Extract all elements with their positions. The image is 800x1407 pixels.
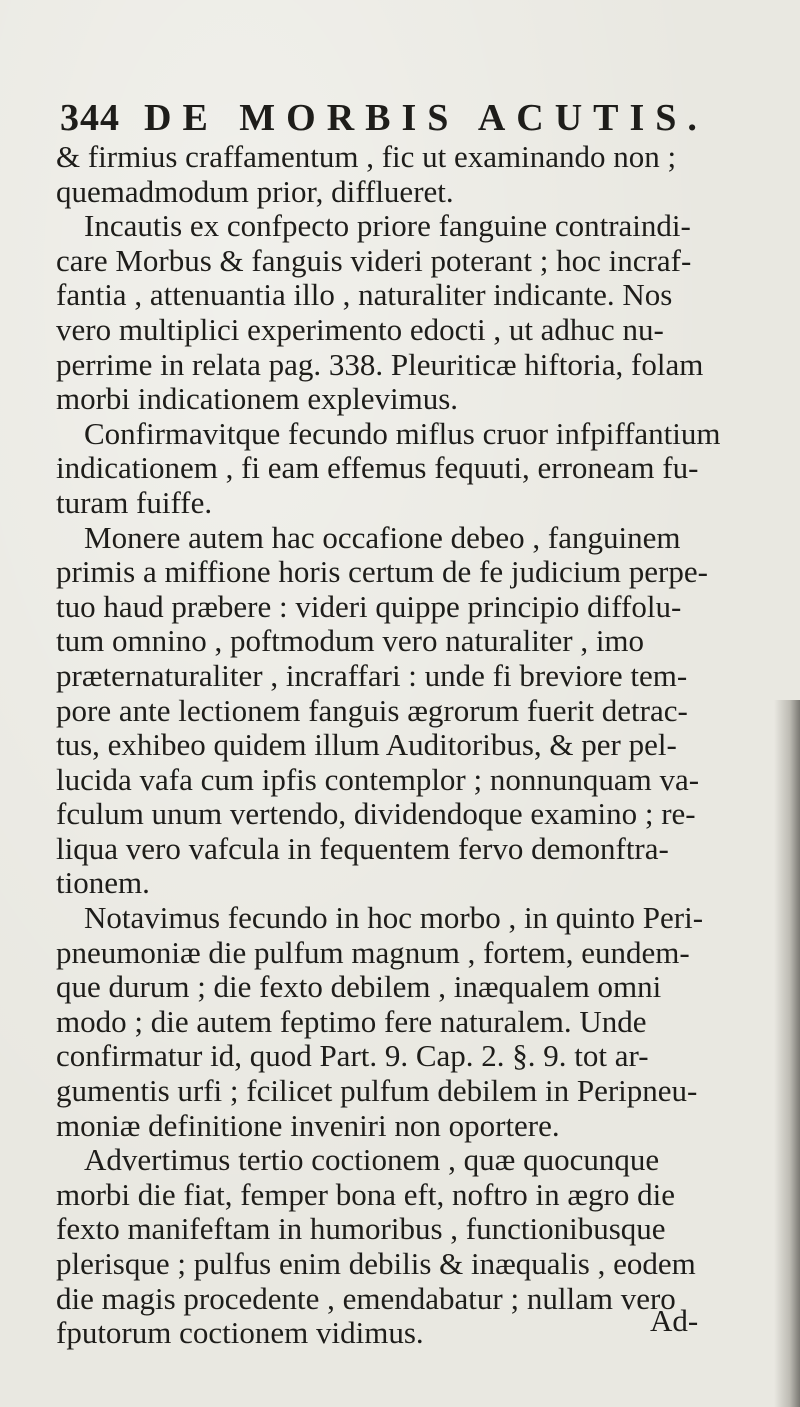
text-line: tuo haud præbere : videri quippe principio diffolu-	[56, 588, 682, 624]
text-line: Monere autem hac occafione debeo , fanguinem	[84, 519, 681, 555]
text-line: modo ; die autem feptimo fere naturalem. Unde	[56, 1003, 647, 1039]
text-line: turam fuiffe.	[56, 484, 213, 520]
text-line: confirmatur id, quod Part. 9. Cap. 2. §. 9. tot ar-	[56, 1038, 649, 1074]
text-line: die magis procedente , emendabatur ; nullam vero	[56, 1280, 676, 1316]
text-line: & firmius craffamentum , fic ut examinando non ;	[56, 139, 677, 174]
page-header	[60, 94, 760, 142]
text-line: plerisque ; pulfus enim debilis & inæqualis , eodem	[56, 1246, 696, 1281]
text-line: fputorum coctionem vidimus.	[56, 1315, 424, 1351]
text-line: Incautis ex confpecto priore fanguine contraindi-	[84, 208, 691, 244]
text-line: liqua vero vafcula in fequentem fervo demonftra-	[56, 830, 669, 866]
text-line: quemadmodum prior, difflueret.	[56, 173, 454, 209]
text-line: fantia , attenuantia illo , naturaliter indicante. Nos	[56, 277, 673, 313]
text-line: tionem.	[56, 865, 150, 901]
body-text	[56, 140, 768, 1351]
text-line: vero multiplici experimento edocti , ut adhuc nu-	[56, 311, 664, 347]
text-line: Confirmavitque fecundo miflus cruor infpiffantium	[84, 415, 721, 451]
text-line: indicationem , fi eam effemus fequuti, erroneam fu-	[56, 450, 699, 486]
text-line: præternaturaliter , incraffari : unde fi breviore tem-	[56, 657, 688, 693]
text-line: fculum unum vertendo, dividendoque examino ; re-	[56, 796, 696, 832]
text-line: perrime in relata pag. 338. Pleuriticæ hiftoria, folam	[56, 346, 704, 382]
text-line: lucida vafa cum ipfis contemplor ; nonnunquam va-	[56, 761, 700, 797]
text-line: Advertimus tertio coctionem , quæ quocunque	[84, 1142, 660, 1178]
text-line: pore ante lectionem fanguis ægrorum fuerit detrac-	[56, 692, 688, 728]
text-line: morbi die fiat, femper bona eft, noftro in ægro die	[56, 1176, 675, 1212]
text-line: gumentis urfi ; fcilicet pulfum debilem in Peripneu-	[56, 1073, 698, 1109]
catchword: Ad-	[650, 1303, 699, 1338]
text-line: Notavimus fecundo in hoc morbo , in quinto Peri-	[84, 900, 704, 936]
text-line: morbi indicationem explevimus.	[56, 381, 459, 417]
text-line: que durum ; die fexto debilem , inæqualem omni	[56, 969, 662, 1005]
running-title: DE MORBIS ACUTIS.	[144, 97, 708, 139]
text-line: primis a miffione horis certum de fe judicium perpe-	[56, 554, 708, 590]
text-line: moniæ definitione inveniri non oportere.	[56, 1107, 560, 1143]
text-line: fexto manifeftam in humoribus , functionibusque	[56, 1211, 666, 1247]
text-line: tum omnino , poftmodum vero naturaliter , imo	[56, 623, 645, 659]
text-line: pneumoniæ die pulfum magnum , fortem, eundem-	[56, 934, 690, 970]
text-line: tus, exhibeo quidem illum Auditoribus, & per pel-	[56, 727, 677, 763]
text-line: care Morbus & fanguis videri poterant ; hoc incraf-	[56, 242, 692, 278]
page-number: 344	[60, 97, 120, 139]
page-edge-shadow	[774, 700, 800, 1407]
